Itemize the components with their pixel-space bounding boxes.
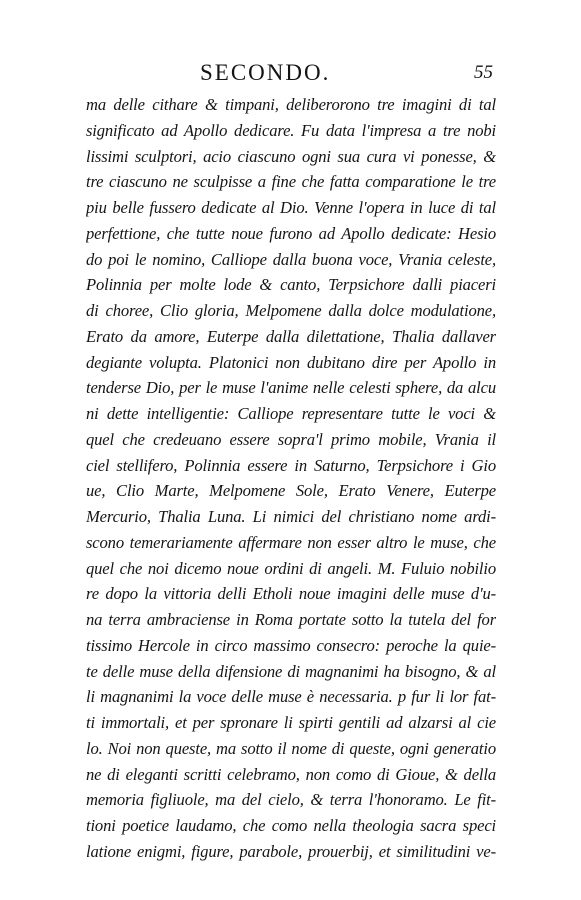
text-line: ni dette intelligentie: Calliope representare tutte le voci &	[86, 404, 496, 423]
text-line: li magnanimi la voce delle muse è necessaria. p fur li lor fat-	[86, 687, 496, 707]
text-line: tissimo Hercole in circo massimo consecro: peroche la quie-	[86, 635, 496, 655]
running-head: SECONDO.	[200, 60, 331, 85]
text-line: quel che credeuano essere sopra'l primo mobile, Vrania il	[86, 429, 496, 449]
text-line: lo. Noi non queste, ma sotto il nome di queste, ogni generatio	[86, 738, 496, 758]
text-line: quel che noi dicemo noue ordini di angeli. M. Fuluio nobilio	[86, 558, 496, 578]
text-line: ue, Clio Marte, Melpomene Sole, Erato Venere, Euterpe	[86, 481, 496, 501]
text-line: ciel stellifero, Polinnia essere in Saturno, Terpsichore i Gio	[86, 455, 496, 475]
text-line: di choree, Clio gloria, Melpomene dalla dolce modulatione,	[86, 301, 496, 320]
text-line: scono temerariamente affermare non esser altro le muse, che	[86, 532, 496, 552]
text-line: tioni poetice laudamo, che como nella theologia sacra speci	[86, 816, 496, 835]
text-line: piu belle fussero dedicate al Dio. Venne l'opera in luce di tal	[86, 198, 496, 217]
text-line: degiante volupta. Platonici non dubitano dire per Apollo in	[86, 352, 496, 372]
text-line: do poi le nomino, Calliope dalla buona voce, Vrania celeste,	[86, 249, 496, 269]
text-line: Mercurio, Thalia Luna. Li nimici del christiano nome ardi-	[86, 507, 496, 526]
text-line: Erato da amore, Euterpe dalla dilettatione, Thalia dallaver	[86, 326, 496, 346]
text-line: tre ciascuno ne sculpisse a fine che fatta comparatione le tre	[86, 172, 496, 192]
text-line: Polinnia per molte lode & canto, Terpsichore dalli piaceri	[86, 275, 496, 295]
text-line: lissimi sculptori, acio ciascuno ogni sua cura vi ponesse, &	[86, 146, 496, 166]
page-number: 55	[474, 62, 493, 83]
text-line: ti immortali, et per spronare li spirti gentili ad alzarsi al cie	[86, 713, 496, 732]
body-text	[86, 92, 496, 865]
page-header	[88, 58, 493, 88]
text-line: perfettione, che tutte noue furono ad Apollo dedicate: Hesio	[86, 223, 496, 243]
text-line: tenderse Dio, per le muse l'anime nelle celesti sphere, da alcu	[86, 378, 496, 398]
text-line: ne di eleganti scritti celebramo, non como di Gioue, & della	[86, 764, 496, 784]
text-line: memoria figliuole, ma del cielo, & terra l'honoramo. Le fit-	[86, 790, 496, 810]
text-line: ma delle cithare & timpani, deliberorono tre imagini di tal	[86, 95, 496, 114]
text-line: latione enigmi, figure, parabole, prouerbij, et similitudini ve-	[86, 841, 496, 861]
text-line: te delle muse della difensione di magnanimi ha bisogno, & al	[86, 661, 496, 681]
text-line: na terra ambraciense in Roma portate sotto la tutela del for	[86, 610, 496, 629]
text-line: re dopo la vittoria delli Etholi noue imagini delle muse d'u-	[86, 584, 496, 604]
text-line: significato ad Apollo dedicare. Fu data l'impresa a tre nobi	[86, 120, 496, 140]
